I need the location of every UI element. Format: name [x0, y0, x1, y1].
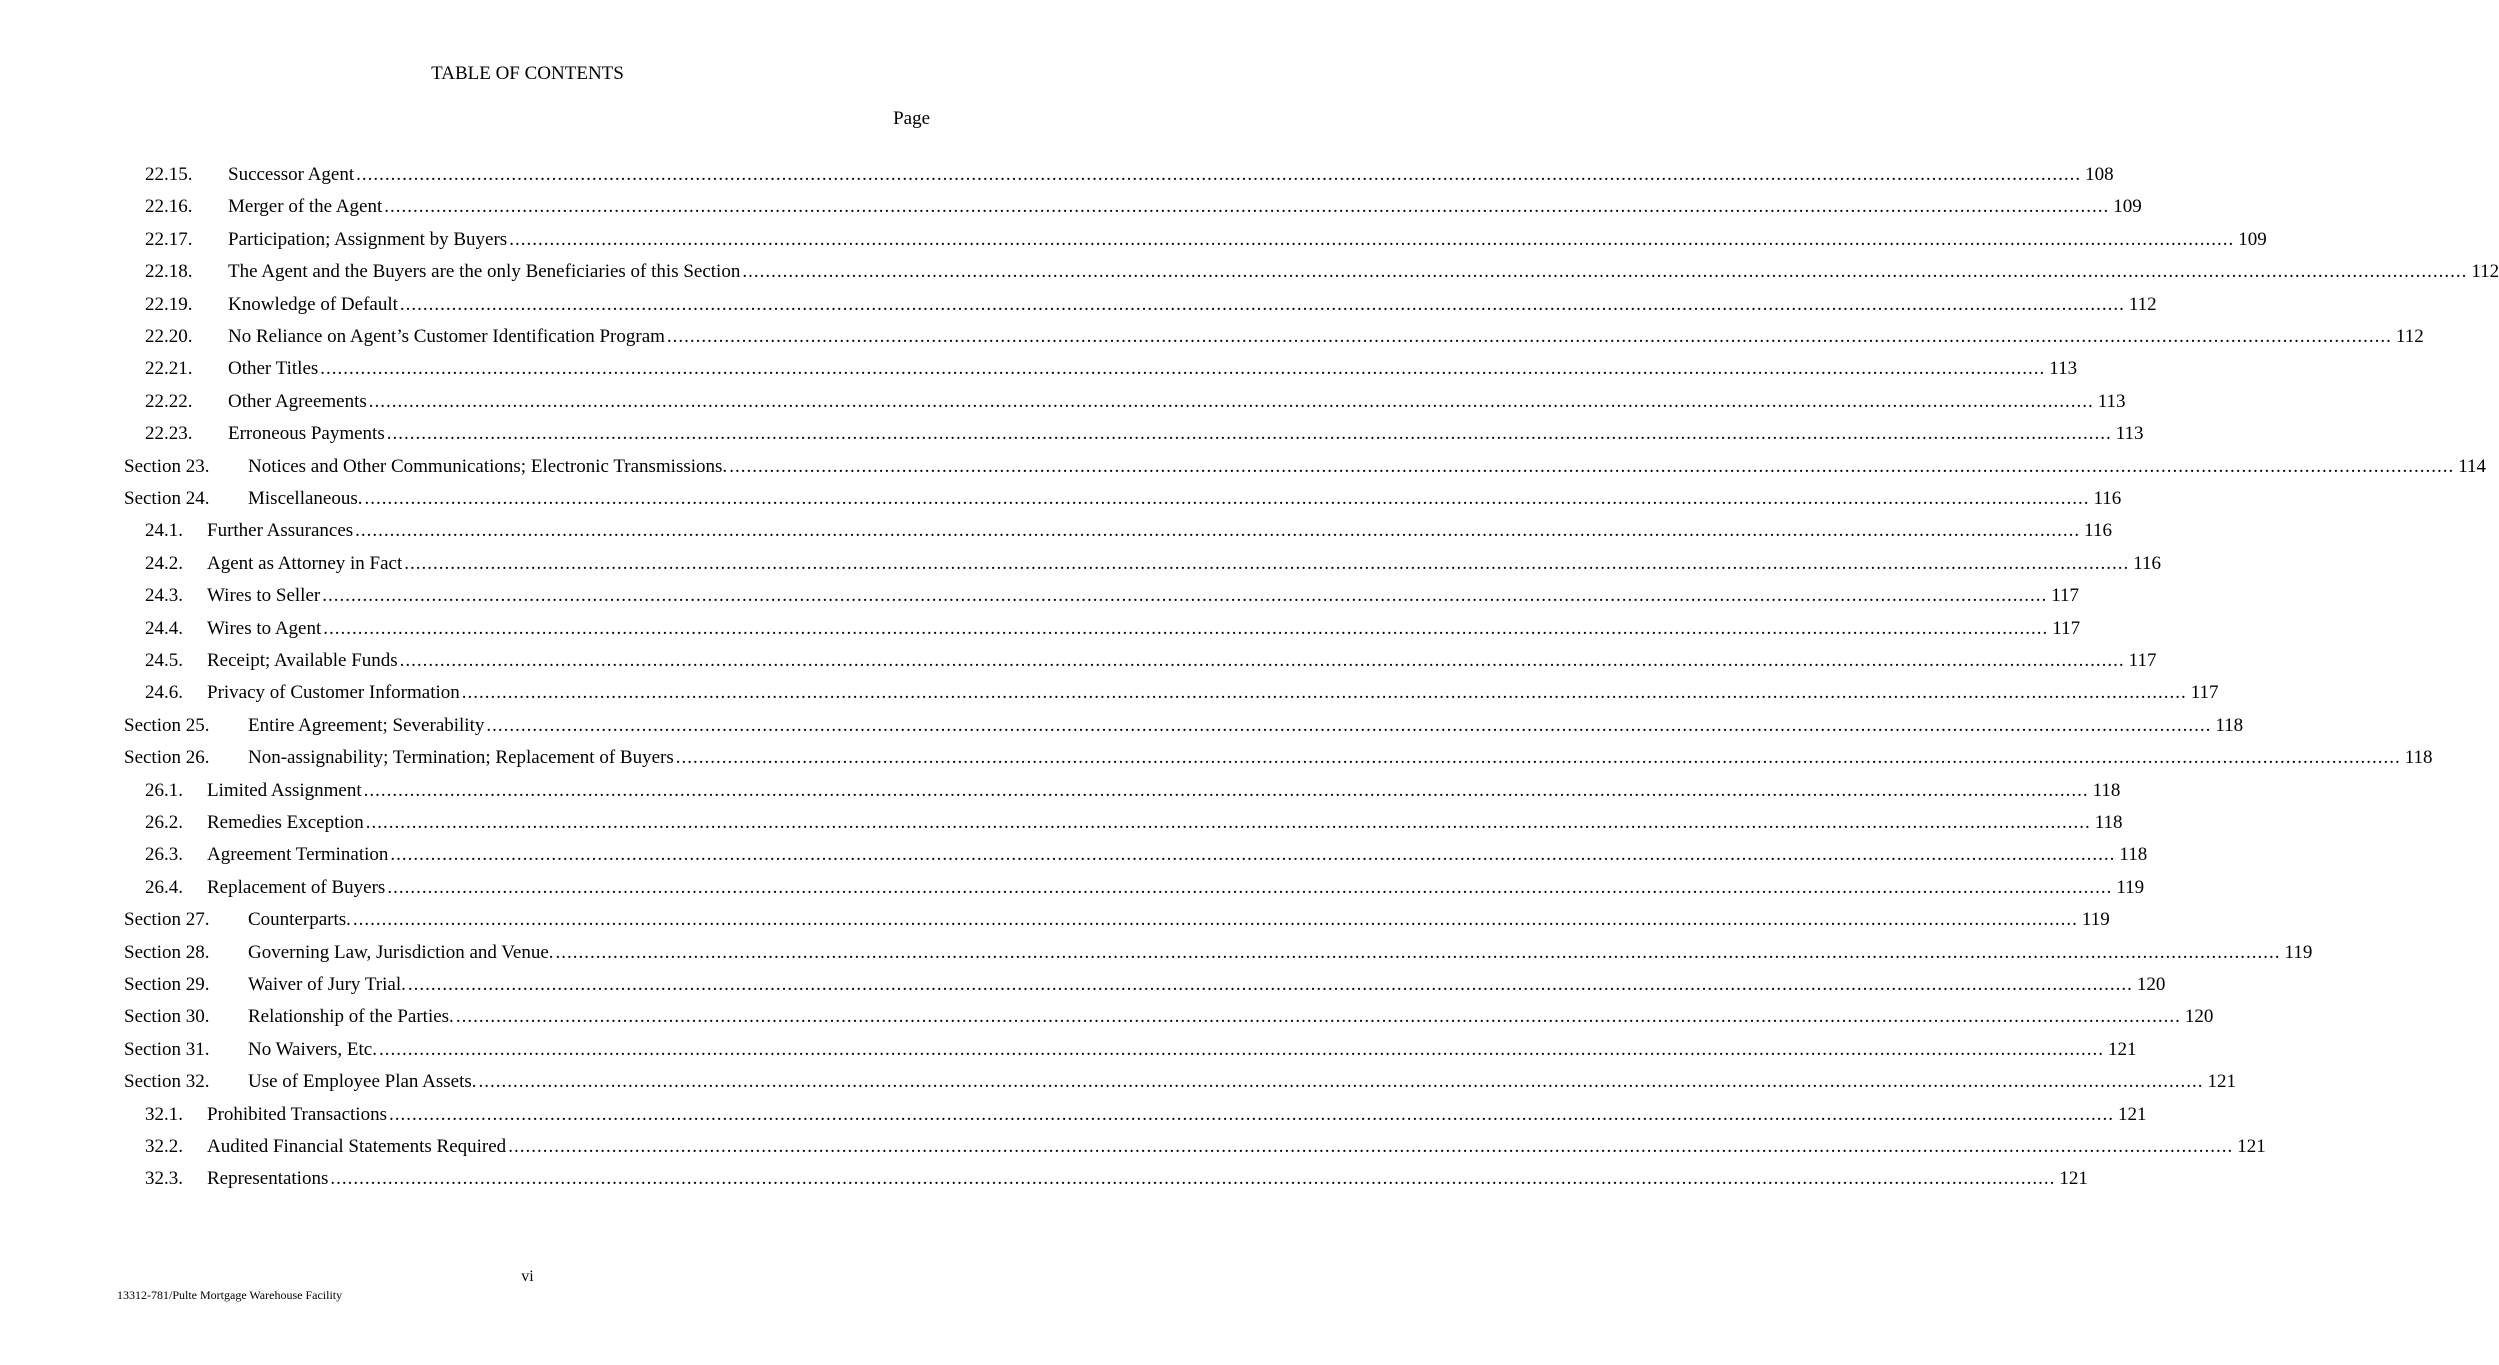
toc-entry-title: Merger of the Agent — [228, 196, 383, 218]
leader-dots: ............................................................................................................................................................................................................................................................................................................ — [399, 293, 2125, 315]
toc-entry-page: 116 — [2090, 487, 2122, 511]
toc-entry-number: 26.3. — [145, 844, 183, 866]
toc-entry-page: 121 — [2233, 1135, 2266, 1159]
toc-entry-number: 22.20. — [145, 326, 193, 347]
toc-entry-page: 119 — [2281, 941, 2313, 965]
toc-entry-number: 22.17. — [145, 228, 193, 250]
toc-entry[interactable] — [0, 746, 2433, 770]
toc-entry-title: Other Titles — [228, 358, 319, 380]
toc-entry-number: 24.1. — [145, 520, 183, 542]
leader-dots: ............................................................................................................................................................................................................................................................................................................ — [404, 552, 2130, 574]
leader-dots: ............................................................................................................................................................................................................................................................................................................ — [378, 1038, 2104, 1060]
toc-entry[interactable] — [0, 422, 2144, 446]
toc-entry-number: Section 32. — [124, 1071, 210, 1093]
toc-entry[interactable] — [0, 779, 2121, 803]
toc-entry-page: 112 — [2392, 325, 2424, 349]
toc-entry-title: Agreement Termination — [207, 844, 389, 866]
leader-dots: ............................................................................................................................................................................................................................................................................................................ — [355, 520, 2081, 542]
document-footer: 13312-781/Pulte Mortgage Warehouse Facility — [117, 1288, 343, 1302]
toc-entry[interactable] — [0, 941, 2313, 965]
toc-entry-number: 22.18. — [145, 261, 193, 283]
toc-entry[interactable] — [0, 1070, 2237, 1094]
toc-entry-page: 112 — [2125, 293, 2157, 317]
leader-dots: ............................................................................................................................................................................................................................................................................................................ — [364, 488, 2090, 509]
toc-entry-title: The Agent and the Buyers are the only Beneficiaries of this Section — [228, 261, 741, 283]
toc-entry-page: 113 — [2094, 390, 2126, 414]
toc-entry-page: 109 — [2234, 228, 2267, 252]
toc-entry-title: Erroneous Payments — [228, 423, 385, 445]
toc-entry-page: 112 — [2467, 260, 2499, 284]
toc-entry-page: 119 — [2112, 876, 2144, 900]
toc-entry-page: 118 — [2089, 779, 2121, 803]
toc-entry-number: Section 29. — [124, 974, 210, 995]
toc-entry[interactable] — [0, 681, 2219, 705]
toc-entry-title: Miscellaneous. — [248, 488, 363, 509]
leader-dots: ............................................................................................................................................................................................................................................................................................................ — [508, 1136, 2234, 1157]
toc-entry-number: 32.3. — [145, 1168, 183, 1190]
toc-entry-page: 121 — [2104, 1038, 2137, 1062]
toc-entry[interactable] — [0, 1005, 2214, 1029]
leader-dots: ............................................................................................................................................................................................................................................................................................................ — [509, 228, 2235, 250]
toc-entry-number: 32.2. — [145, 1136, 183, 1157]
toc-entry-number: 26.4. — [145, 876, 183, 898]
leader-dots: ............................................................................................................................................................................................................................................................................................................ — [388, 1103, 2114, 1125]
toc-entry-title: Wires to Agent — [207, 617, 322, 639]
toc-entry-title: Remedies Exception — [207, 812, 364, 833]
toc-entry-page: 116 — [2129, 552, 2161, 576]
leader-dots: ............................................................................................................................................................................................................................................................................................................ — [323, 617, 2049, 639]
toc-entry-number: 22.22. — [145, 390, 193, 412]
toc-entry-title: Entire Agreement; Severability — [248, 714, 485, 736]
leader-dots: ............................................................................................................................................................................................................................................................................................................ — [399, 650, 2125, 671]
toc-entry[interactable] — [0, 973, 2166, 997]
leader-dots: ............................................................................................................................................................................................................................................................................................................ — [386, 423, 2112, 445]
leader-dots: ............................................................................................................................................................................................................................................................................................................ — [384, 196, 2110, 218]
toc-entry-page: 118 — [2211, 714, 2243, 738]
leader-dots: ............................................................................................................................................................................................................................................................................................................ — [407, 974, 2133, 995]
toc-entry-page: 120 — [2133, 973, 2166, 997]
toc-entry[interactable] — [0, 714, 2244, 738]
toc-entry-page: 117 — [2187, 681, 2219, 705]
toc-entry[interactable] — [0, 228, 2267, 252]
toc-entry[interactable] — [0, 617, 2081, 641]
toc-entry-title: Knowledge of Default — [228, 293, 398, 315]
toc-entry[interactable] — [0, 584, 2079, 608]
leader-dots: ............................................................................................................................................................................................................................................................................................................ — [322, 585, 2048, 607]
toc-entry[interactable] — [0, 455, 2486, 479]
toc-entry-title: Successor Agent — [228, 164, 355, 185]
toc-entry-title: Further Assurances — [207, 520, 354, 542]
toc-entry[interactable] — [0, 649, 2157, 673]
leader-dots: ............................................................................................................................................................................................................................................................................................................ — [390, 844, 2116, 866]
toc-entry[interactable] — [0, 811, 2123, 835]
toc-entry-number: 24.5. — [145, 650, 183, 671]
toc-entry[interactable] — [0, 357, 2078, 381]
leader-dots: ............................................................................................................................................................................................................................................................................................................ — [363, 779, 2089, 801]
leader-dots: ............................................................................................................................................................................................................................................................................................................ — [675, 747, 2401, 769]
leader-dots: ............................................................................................................................................................................................................................................................................................................ — [365, 812, 2091, 833]
toc-entry-page: 114 — [2454, 455, 2486, 479]
toc-entry-title: Waiver of Jury Trial. — [248, 974, 406, 995]
toc-entry-number: 22.23. — [145, 423, 193, 445]
page-number: vi — [521, 1268, 534, 1285]
leader-dots: ............................................................................................................................................................................................................................................................................................................ — [356, 164, 2082, 185]
toc-entry-page: 118 — [2115, 843, 2147, 867]
toc-entry-page: 117 — [2125, 649, 2157, 673]
toc-entry-title: Counterparts. — [248, 909, 351, 931]
toc-entry-title: Use of Employee Plan Assets. — [248, 1071, 477, 1093]
toc-entry-title: Notices and Other Communications; Electronic Transmissions. — [248, 455, 728, 477]
leader-dots: ............................................................................................................................................................................................................................................................................................................ — [729, 455, 2455, 477]
leader-dots: ............................................................................................................................................................................................................................................................................................................ — [555, 941, 2281, 963]
leader-dots: ............................................................................................................................................................................................................................................................................................................ — [387, 876, 2113, 898]
toc-entry-number: Section 25. — [124, 714, 210, 736]
toc-entry[interactable] — [0, 293, 2157, 317]
toc-entry-page: 121 — [2204, 1070, 2237, 1094]
toc-entry-number: 24.2. — [145, 552, 183, 574]
toc-entry[interactable] — [0, 1038, 2137, 1062]
toc-entry-page: 117 — [2047, 584, 2079, 608]
toc-entry[interactable] — [0, 1167, 2088, 1191]
leader-dots: ............................................................................................................................................................................................................................................................................................................ — [461, 682, 2187, 704]
toc-entry-number: Section 30. — [124, 1006, 210, 1028]
toc-entry-page: 109 — [2109, 195, 2142, 219]
toc-entry[interactable] — [0, 195, 2142, 219]
toc-entry-number: 32.1. — [145, 1103, 183, 1125]
leader-dots: ............................................................................................................................................................................................................................................................................................................ — [320, 358, 2046, 380]
toc-entry-page: 117 — [2048, 617, 2080, 641]
toc-entry[interactable] — [0, 519, 2112, 543]
toc-entry[interactable] — [0, 487, 2122, 511]
toc-entry-title: Audited Financial Statements Required — [207, 1136, 507, 1157]
toc-entry[interactable] — [0, 843, 2148, 867]
leader-dots: ............................................................................................................................................................................................................................................................................................................ — [486, 714, 2212, 736]
toc-entry-title: No Waivers, Etc. — [248, 1038, 377, 1060]
toc-entry-title: Representations — [207, 1168, 329, 1190]
toc-entry[interactable] — [0, 163, 2114, 187]
toc-entry-page: 116 — [2080, 519, 2112, 543]
toc-entry-title: No Reliance on Agent’s Customer Identification Program — [228, 326, 665, 347]
leader-dots: ............................................................................................................................................................................................................................................................................................................ — [455, 1006, 2181, 1028]
leader-dots: ............................................................................................................................................................................................................................................................................................................ — [330, 1168, 2056, 1190]
leader-dots: ............................................................................................................................................................................................................................................................................................................ — [352, 909, 2078, 931]
toc-entry-page: 113 — [2045, 357, 2077, 381]
toc-entry-title: Wires to Seller — [207, 585, 321, 607]
toc-entry[interactable] — [0, 1103, 2147, 1127]
toc-entry-number: Section 28. — [124, 941, 210, 963]
toc-entry-number: 22.19. — [145, 293, 193, 315]
toc-title: TABLE OF CONTENTS — [431, 63, 624, 84]
toc-entry[interactable] — [0, 552, 2162, 576]
toc-entry-page: 121 — [2055, 1167, 2088, 1191]
leader-dots: ............................................................................................................................................................................................................................................................................................................ — [478, 1071, 2204, 1093]
toc-entry-number: 26.2. — [145, 812, 183, 833]
leader-dots: ............................................................................................................................................................................................................................................................................................................ — [666, 326, 2392, 347]
toc-entry-title: Participation; Assignment by Buyers — [228, 228, 508, 250]
leader-dots: ............................................................................................................................................................................................................................................................................................................ — [368, 390, 2094, 412]
toc-entry-page: 118 — [2091, 811, 2123, 835]
toc-entry[interactable] — [0, 1135, 2266, 1159]
toc-entry[interactable] — [0, 260, 2499, 284]
page-column-header: Page — [893, 108, 930, 129]
toc-entry[interactable] — [0, 908, 2110, 932]
toc-entry-number: Section 26. — [124, 747, 210, 769]
toc-entry-title: Other Agreements — [228, 390, 367, 412]
toc-entry-number: 22.15. — [145, 164, 193, 185]
toc-entry-title: Limited Assignment — [207, 779, 362, 801]
leader-dots: ............................................................................................................................................................................................................................................................................................................ — [742, 261, 2468, 283]
toc-entry[interactable] — [0, 390, 2126, 414]
toc-entry-number: 24.3. — [145, 585, 183, 607]
toc-entry-number: 24.6. — [145, 682, 183, 704]
toc-entry-title: Receipt; Available Funds — [207, 650, 398, 671]
toc-entry-page: 113 — [2112, 422, 2144, 446]
toc-entry-number: Section 27. — [124, 909, 210, 931]
toc-entry-title: Replacement of Buyers — [207, 876, 386, 898]
toc-entry-title: Governing Law, Jurisdiction and Venue. — [248, 941, 554, 963]
toc-entry-number: 26.1. — [145, 779, 183, 801]
toc-entry-title: Agent as Attorney in Fact — [207, 552, 403, 574]
toc-entry-title: Privacy of Customer Information — [207, 682, 460, 704]
toc-entry-number: Section 31. — [124, 1038, 210, 1060]
toc-entry-page: 120 — [2181, 1005, 2214, 1029]
toc-entry-page: 118 — [2401, 746, 2433, 770]
toc-entry-page: 119 — [2078, 908, 2110, 932]
toc-entry-title: Prohibited Transactions — [207, 1103, 387, 1125]
toc-entry-number: 24.4. — [145, 617, 183, 639]
toc-entry-page: 108 — [2081, 163, 2114, 187]
toc-entry-title: Non-assignability; Termination; Replacement of Buyers — [248, 747, 674, 769]
toc-entry-number: Section 23. — [124, 455, 210, 477]
toc-entry-number: 22.21. — [145, 358, 193, 380]
toc-entry-number: 22.16. — [145, 196, 193, 218]
toc-entry[interactable] — [0, 325, 2424, 349]
toc-entry[interactable] — [0, 876, 2145, 900]
toc-entry-page: 121 — [2114, 1103, 2147, 1127]
toc-entry-number: Section 24. — [124, 488, 210, 509]
toc-entry-title: Relationship of the Parties. — [248, 1006, 454, 1028]
